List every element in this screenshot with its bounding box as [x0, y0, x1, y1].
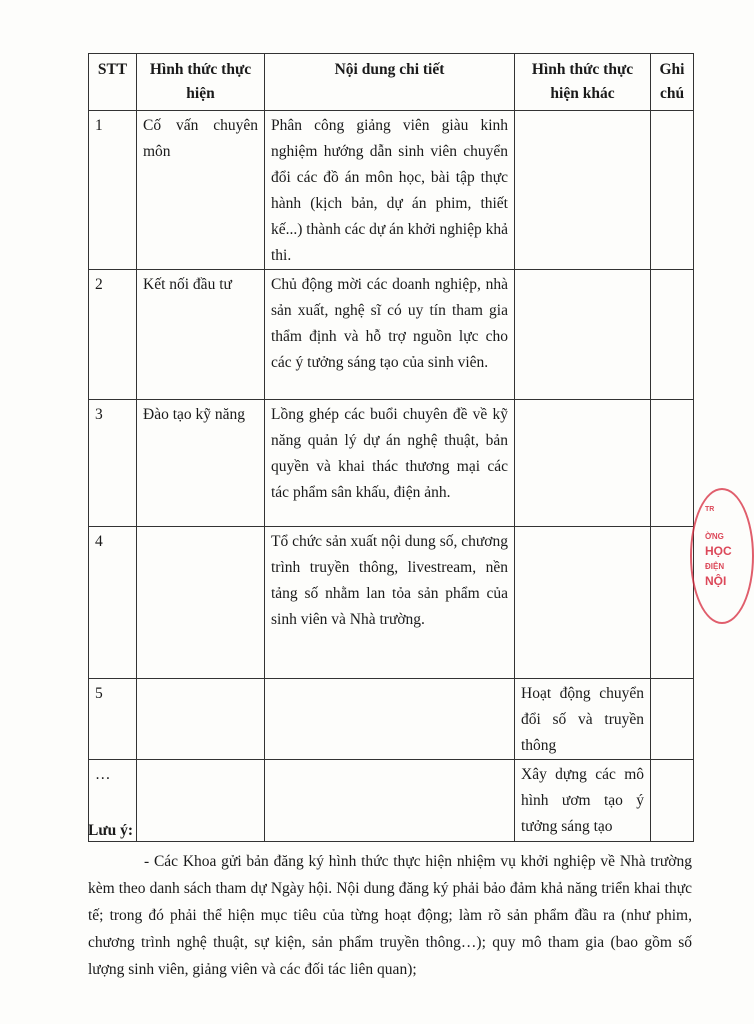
table-row — [89, 400, 694, 527]
cell-stt: 5 — [89, 679, 137, 760]
table-row — [89, 527, 694, 679]
table-header-row — [89, 54, 694, 111]
cell-note — [651, 527, 694, 679]
cell-form — [137, 760, 265, 842]
header-note: Ghi chú — [651, 54, 694, 111]
table-row — [89, 270, 694, 400]
header-stt: STT — [89, 54, 137, 111]
cell-other-form — [515, 527, 651, 679]
cell-detail — [265, 679, 515, 760]
cell-detail — [265, 760, 515, 842]
registration-table — [88, 53, 694, 842]
cell-stt: 2 — [89, 270, 137, 400]
cell-other-form — [515, 111, 651, 270]
stamp-text: NỘI — [705, 574, 727, 588]
header-detail: Nội dung chi tiết — [265, 54, 515, 111]
cell-form: Kết nối đầu tư — [137, 270, 265, 400]
cell-detail: Tổ chức sản xuất nội dung số, chương trình truyền thông, livestream, nền tảng số nhằm lan tỏa sản phẩm của sinh viên và Nhà trường. — [265, 527, 515, 679]
cell-other-form: Hoạt động chuyển đổi số và truyền thông — [515, 679, 651, 760]
cell-note — [651, 679, 694, 760]
stamp-text: TR — [705, 506, 715, 513]
official-seal-stamp — [690, 488, 754, 624]
cell-note — [651, 760, 694, 842]
cell-detail: Phân công giảng viên giàu kinh nghiệm hướng dẫn sinh viên chuyển đổi các đồ án môn học, bài tập thực hành (kịch bản, dự án phim, thiết kế...) thành các dự án khởi nghiệp khả thi. — [265, 111, 515, 270]
cell-form: Cố vấn chuyên môn — [137, 111, 265, 270]
cell-note — [651, 111, 694, 270]
header-form: Hình thức thực hiện — [137, 54, 265, 111]
stamp-text: ỜNG — [705, 532, 724, 541]
header-other-form: Hình thức thực hiện khác — [515, 54, 651, 111]
table-row — [89, 679, 694, 760]
cell-stt: 1 — [89, 111, 137, 270]
stamp-text: HỌC — [705, 544, 732, 558]
cell-note — [651, 400, 694, 527]
stamp-text: ĐIỆN — [705, 562, 725, 571]
cell-detail: Lồng ghép các buổi chuyên đề về kỹ năng quản lý dự án nghệ thuật, bản quyền và khai thác thương mại các tác phẩm sân khấu, điện ảnh. — [265, 400, 515, 527]
note-title: Lưu ý: — [88, 822, 134, 839]
cell-stt: … — [89, 760, 137, 842]
cell-other-form: Xây dựng các mô hình ươm tạo ý tưởng sáng tạo — [515, 760, 651, 842]
cell-form: Đào tạo kỹ năng — [137, 400, 265, 527]
cell-note — [651, 270, 694, 400]
table-row — [89, 760, 694, 842]
cell-form — [137, 679, 265, 760]
cell-other-form — [515, 400, 651, 527]
table-row — [89, 111, 694, 270]
cell-stt: 4 — [89, 527, 137, 679]
note-paragraph: - Các Khoa gửi bản đăng ký hình thức thực hiện nhiệm vụ khởi nghiệp về Nhà trường kèm theo danh sách tham dự Ngày hội. Nội dung đăng ký phải bảo đảm khả năng triển khai thực tế; trong đó phải thể hiện mục tiêu của từng hoạt động; làm rõ sản phẩm đầu ra (như phim, chương trình nghệ thuật, sự kiện, sản phẩm truyền thông…); quy mô tham gia (bao gồm số lượng sinh viên, giảng viên và các đối tác liên quan); — [88, 853, 692, 978]
cell-stt: 3 — [89, 400, 137, 527]
cell-detail: Chủ động mời các doanh nghiệp, nhà sản xuất, nghệ sĩ có uy tín tham gia thẩm định và hỗ trợ nguồn lực cho các ý tưởng sáng tạo của sinh viên. — [265, 270, 515, 400]
cell-other-form — [515, 270, 651, 400]
cell-form — [137, 527, 265, 679]
